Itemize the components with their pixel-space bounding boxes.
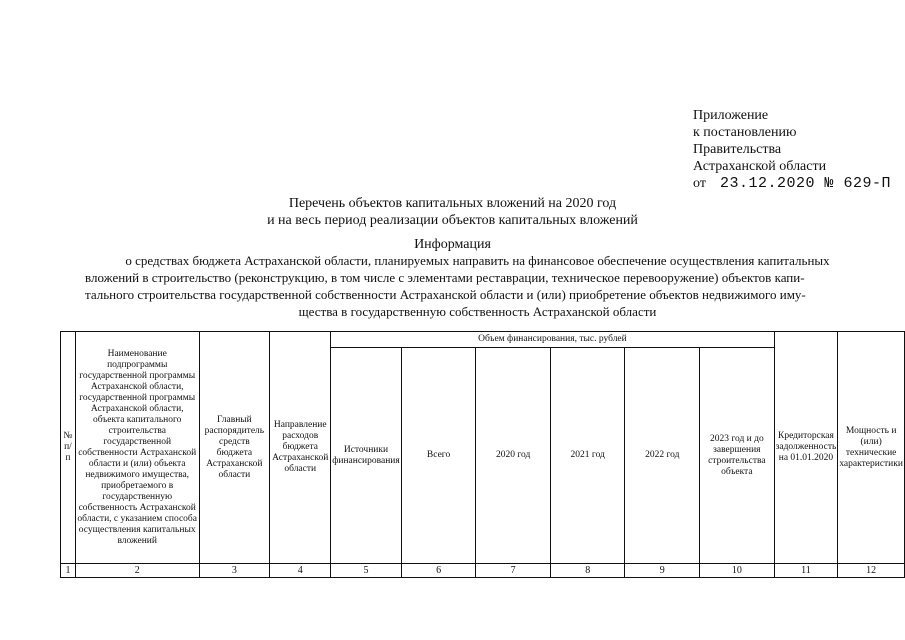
approval-date-prefix: от bbox=[693, 176, 706, 191]
header-year-2021: 2021 год bbox=[550, 348, 625, 564]
col-number: 11 bbox=[774, 564, 838, 578]
header-year-2023-plus: 2023 год и до завершения строительства объекта bbox=[700, 348, 775, 564]
col-number: 3 bbox=[199, 564, 270, 578]
header-main-manager: Главный распорядитель средств бюджета Астраханской области bbox=[199, 332, 270, 564]
col-number: 10 bbox=[700, 564, 775, 578]
info-paragraph bbox=[85, 252, 870, 320]
column-numbers-row bbox=[61, 564, 905, 578]
col-number: 6 bbox=[401, 564, 476, 578]
col-number: 12 bbox=[838, 564, 905, 578]
info-line-3: тального строительства государственной собственности Астраханской области и (или) приобретение объектов недвижимого иму- bbox=[85, 287, 806, 302]
col-number: 7 bbox=[476, 564, 551, 578]
approval-line-4: Астраханской области bbox=[693, 159, 827, 174]
col-number: 8 bbox=[550, 564, 625, 578]
header-expense-direction: Направление расходов бюджета Астраханской области bbox=[270, 332, 331, 564]
col-number: 1 bbox=[61, 564, 76, 578]
col-number: 9 bbox=[625, 564, 700, 578]
approval-date-number: 23.12.2020 № 629-П bbox=[719, 175, 891, 192]
approval-date-line bbox=[693, 175, 891, 192]
document-title-line-1: Перечень объектов капитальных вложений на 2020 год bbox=[288, 196, 617, 211]
header-financing-sources: Источники финансирования bbox=[331, 348, 402, 564]
info-line-1: о средствах бюджета Астраханской области, планируемых направить на финансовое обеспечение осуществления капитальных bbox=[125, 253, 830, 268]
info-line-4: щества в государственную собственность Астраханской области bbox=[298, 304, 657, 319]
header-creditor-debt: Кредиторская задолженность на 01.01.2020 bbox=[774, 332, 838, 564]
document-title-line-2: и на весь период реализации объектов капитальных вложений bbox=[267, 213, 638, 228]
col-number: 4 bbox=[270, 564, 331, 578]
header-object-name: Наименование подпрограммы государственной программы Астраханской области, государственной программы Астраханской области, объекта капитального строительства государственной собственности Астраханской области и (или) объекта недвижимого имущества, приобретаемого в государственную собственность Астраханской области, с указанием способа осуществления капитальных вложений bbox=[75, 332, 199, 564]
approval-line-1: Приложение bbox=[693, 108, 769, 123]
approval-line-3: Правительства bbox=[693, 142, 782, 157]
col-number: 5 bbox=[331, 564, 402, 578]
info-line-2: вложений в строительство (реконструкцию, в том числе с элементами реставрации, техническое перевооружение) объектов капи- bbox=[85, 270, 805, 285]
approval-line-2: к постановлению bbox=[693, 125, 797, 140]
header-year-2020: 2020 год bbox=[476, 348, 551, 564]
col-number: 2 bbox=[75, 564, 199, 578]
header-number: № п/п bbox=[61, 332, 76, 564]
info-heading: Информация bbox=[414, 237, 491, 252]
header-total: Всего bbox=[401, 348, 476, 564]
approval-block bbox=[693, 107, 891, 192]
header-financing-volume: Объем финансирования, тыс. рублей bbox=[331, 332, 774, 348]
objects-table bbox=[60, 331, 905, 578]
header-capacity: Мощность и (или) технические характеристики bbox=[838, 332, 905, 564]
header-year-2022: 2022 год bbox=[625, 348, 700, 564]
